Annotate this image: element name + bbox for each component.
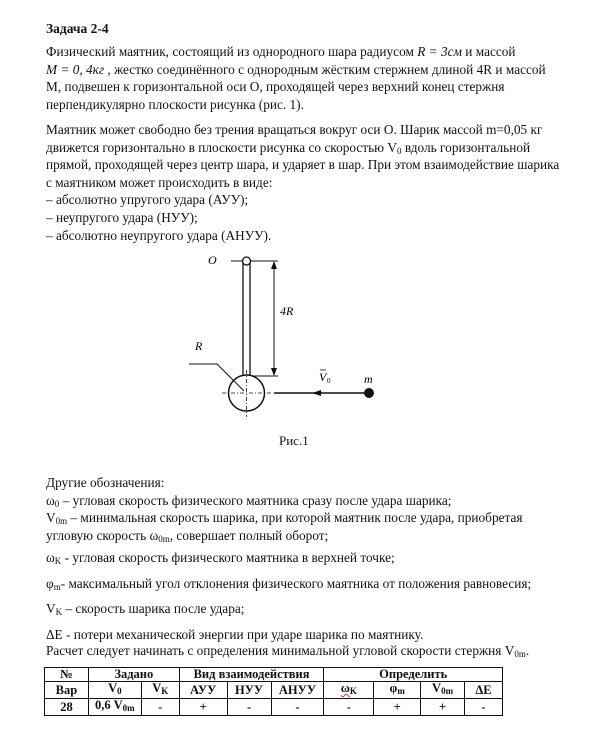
col-vK: $V_K$ xyxy=(141,682,179,699)
radius-formula: R = 3см xyxy=(417,44,462,59)
notation-phim: $\varphi_m-$ максимальный угол отклонения физического маятника от положения равновесия; xyxy=(46,576,532,592)
mass-formula: M = 0, 4кг xyxy=(46,61,105,77)
notation-deltaE: ΔЕ - потери механической энергии при ударе шарика по маятнику. xyxy=(46,627,424,642)
task-title: Задача 2-4 xyxy=(46,21,109,36)
cell-omegaK: - xyxy=(324,699,374,716)
cell-vK: - xyxy=(141,699,179,716)
rod xyxy=(243,261,250,376)
col-v0m: $V_{0m}$ xyxy=(421,682,465,699)
dimension-arrow-down-icon xyxy=(271,368,277,376)
calculation-hint: Расчет следует начинать с определения минимальной угловой скорости стержня $V_{0m}$. xyxy=(46,643,530,659)
impact-type-item: – абсолютно неупругого удара (АНУУ). xyxy=(46,227,272,243)
velocity-label-sub: 0 xyxy=(327,377,331,385)
cell-v0: 0,6 $V_{0m}$ xyxy=(88,699,141,716)
dimension-label-4R: 4R xyxy=(280,304,294,318)
pendulum-figure xyxy=(174,250,390,426)
header-determine: Определить xyxy=(324,668,503,682)
notation-omegaK: $\omega_K$ - угловая скорость физического маятника в верхней точке; xyxy=(46,550,395,566)
figure-caption: Рис.1 xyxy=(279,433,309,448)
cell-variant: 28 xyxy=(45,699,89,716)
velocity-label: V xyxy=(319,370,327,384)
header-given: Задано xyxy=(88,668,179,682)
ball-m xyxy=(364,388,374,398)
col-deltaE: ΔE xyxy=(465,682,503,699)
ball-label-m: m xyxy=(364,372,373,386)
col-nuu: НУУ xyxy=(227,682,271,699)
velocity-arrow-icon xyxy=(312,390,321,396)
header-number: № xyxy=(45,668,89,682)
col-v0: $V_0$ xyxy=(88,682,141,699)
radius-label-R: R xyxy=(195,339,203,353)
notation-heading: Другие обозначения: xyxy=(46,475,165,490)
cell-v0m: + xyxy=(421,699,465,716)
pendulum-description: Маятник может свободно без трения вращаться вокруг оси О. Шарик массой m=0,05 кг движется горизонтально в плоскости рисунка со скоростью $V_0$ вдоль горизонтальной прямой, проходящей через центр шара, и ударяет в шар. При этом взаимодействие шарика с маятником может происходить в виде: – абсолютно упругого удара (АУУ); – неупругого удара (НУУ); – абсолютно неупругого удара (АНУУ). xyxy=(46,122,560,243)
cell-deltaE: - xyxy=(465,699,503,716)
variant-table xyxy=(44,667,503,716)
header-interaction: Вид взаимодействия xyxy=(179,668,324,682)
table-header-row-2 xyxy=(45,682,503,699)
cell-auu: + xyxy=(179,699,227,716)
notation-vK: $V_K$ – скорость шарика после удара; xyxy=(46,601,245,617)
problem-statement: Физический маятник, состоящий из однородного шара радиусом R = 3см и массой M = 0, 4кг , жестко соединённого с однородным жёстким стержнем длиной 4R и массой М, подвешен к горизонтальной оси О, проходящей через верхний конец стержня перпендикулярно плоскости рисунка (рис. 1). xyxy=(46,44,546,112)
impact-type-item: – неупругого удара (НУУ); xyxy=(46,209,198,225)
notation-v0m: $V_{0m}$ – минимальная скорость шарика, при которой маятник после удара, приобретая xyxy=(46,510,523,527)
dimension-arrow-up-icon xyxy=(271,261,277,269)
impact-type-item: – абсолютно упругого удара (АУУ); xyxy=(46,192,249,208)
col-phim: $\varphi_m$ xyxy=(374,682,421,699)
table-header-row-1 xyxy=(45,668,503,682)
cell-anuu: - xyxy=(271,699,324,716)
cell-nuu: - xyxy=(227,699,271,716)
pivot-axis xyxy=(243,257,251,265)
cell-phim: + xyxy=(374,699,421,716)
col-omegaK: $\omega_K$ xyxy=(324,682,374,699)
header-variant: Вар xyxy=(45,682,89,699)
table-row xyxy=(45,699,503,716)
axis-label-O: O xyxy=(208,253,217,267)
col-auu: АУУ xyxy=(179,682,227,699)
col-anuu: АНУУ xyxy=(271,682,324,699)
notation-omega0: $\omega_0$ – угловая скорость физического маятника сразу после удара шарика; xyxy=(46,492,452,509)
